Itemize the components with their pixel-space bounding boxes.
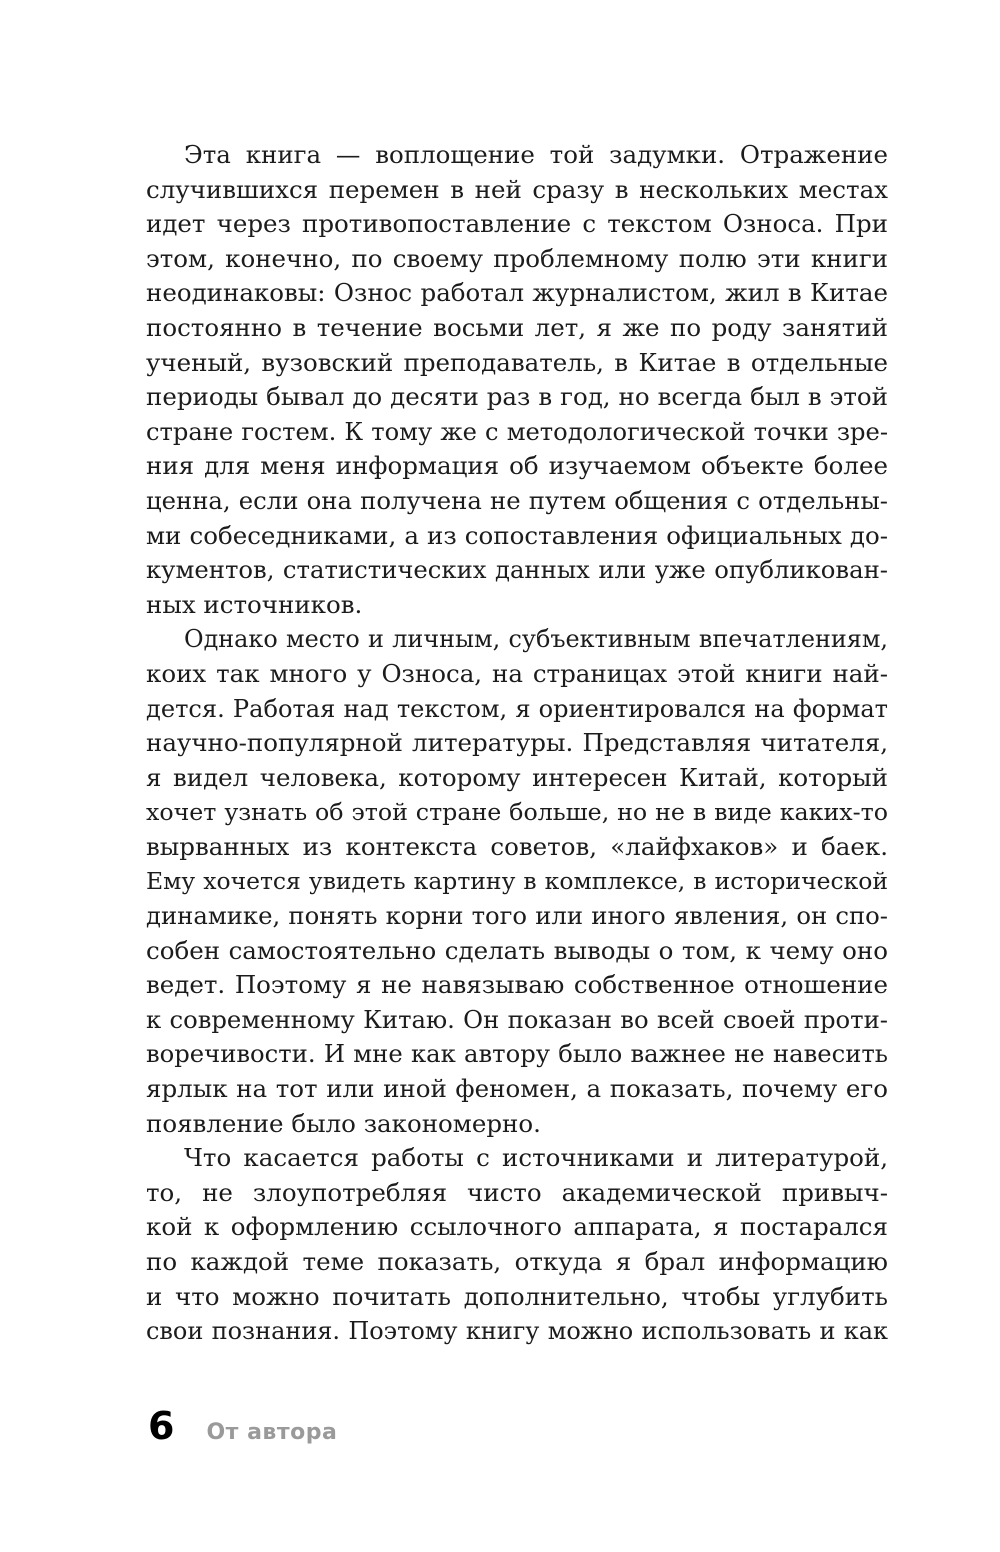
paragraph xyxy=(146,1141,888,1349)
text-line: Эта книга — воплощение той задумки. Отражение xyxy=(184,140,888,169)
text-line: постоянно в течение восьми лет, я же по роду занятий xyxy=(146,312,888,342)
text-line: то, не злоупотребляя чисто академической привыч- xyxy=(146,1177,888,1207)
text-line: случившихся перемен в ней сразу в нескольких местах xyxy=(146,174,888,204)
running-title: От автора xyxy=(206,1420,338,1445)
text-line: вырванных из контекста советов, «лайфхаков» и баек. xyxy=(146,831,888,861)
text-line: дется. Работая над текстом, я ориентировался на формат xyxy=(146,694,888,723)
text-line: Однако место и личным, субъективным впечатлениям, xyxy=(184,625,888,654)
text-line: ния для меня информация об изучаемом объекте более xyxy=(146,451,888,481)
text-line: по каждой теме показать, откуда я брал информацию xyxy=(146,1247,888,1276)
body-text xyxy=(146,138,888,1349)
text-line: я видел человека, которому интересен Китай, который xyxy=(146,762,888,792)
text-line: кументов, статистических данных или уже опубликован- xyxy=(146,555,888,585)
text-line: ных источников. xyxy=(146,589,363,619)
text-line: научно-популярной литературы. Представляя читателя, xyxy=(146,728,888,758)
text-line: ми собеседниками, а из сопоставления официальных до- xyxy=(146,520,888,550)
page-footer xyxy=(148,1404,337,1448)
text-line: кой к оформлению ссылочного аппарата, я постарался xyxy=(146,1212,888,1242)
text-line: ценна, если она получена не путем общения с отдельны- xyxy=(146,485,888,515)
text-line: воречивости. И мне как автору было важнее не навесить xyxy=(146,1039,888,1069)
text-line: идет через противопоставление с текстом Озноса. При xyxy=(146,209,888,239)
text-line: Что касается работы с источниками и литературой, xyxy=(184,1143,888,1173)
text-line: неодинаковы: Ознос работал журналистом, жил в Китае xyxy=(146,278,888,308)
text-line: хочет узнать об этой стране больше, но не в виде каких-то xyxy=(146,798,888,827)
text-line: и что можно почитать дополнительно, чтобы углубить xyxy=(146,1281,888,1311)
paragraph xyxy=(146,138,888,622)
paragraph xyxy=(146,622,888,1141)
text-line: стране гостем. К тому же с методологической точки зре- xyxy=(146,417,888,446)
text-line: ярлык на тот или иной феномен, а показать, почему его xyxy=(146,1074,888,1104)
text-line: собен самостоятельно сделать выводы о том, к чему оно xyxy=(146,935,888,965)
text-line: периоды бывал до десяти раз в год, но всегда был в этой xyxy=(146,382,888,412)
text-line: свои познания. Поэтому книгу можно использовать и как xyxy=(146,1317,888,1346)
text-line: коих так много у Озноса, на страницах этой книги най- xyxy=(146,658,888,688)
text-line: этом, конечно, по своему проблемному полю эти книги xyxy=(146,243,888,273)
text-line: динамике, понять корни того или иного явления, он спо- xyxy=(146,901,888,931)
page-number: 6 xyxy=(148,1404,175,1448)
text-line: к современному Китаю. Он показан во всей своей проти- xyxy=(146,1004,888,1034)
text-line: появление было закономерно. xyxy=(146,1108,541,1138)
text-line: Ему хочется увидеть картину в комплексе, в исторической xyxy=(146,867,888,896)
text-line: ученый, вузовский преподаватель, в Китае в отдельные xyxy=(146,347,888,377)
text-line: ведет. Поэтому я не навязываю собственное отношение xyxy=(146,970,888,1000)
